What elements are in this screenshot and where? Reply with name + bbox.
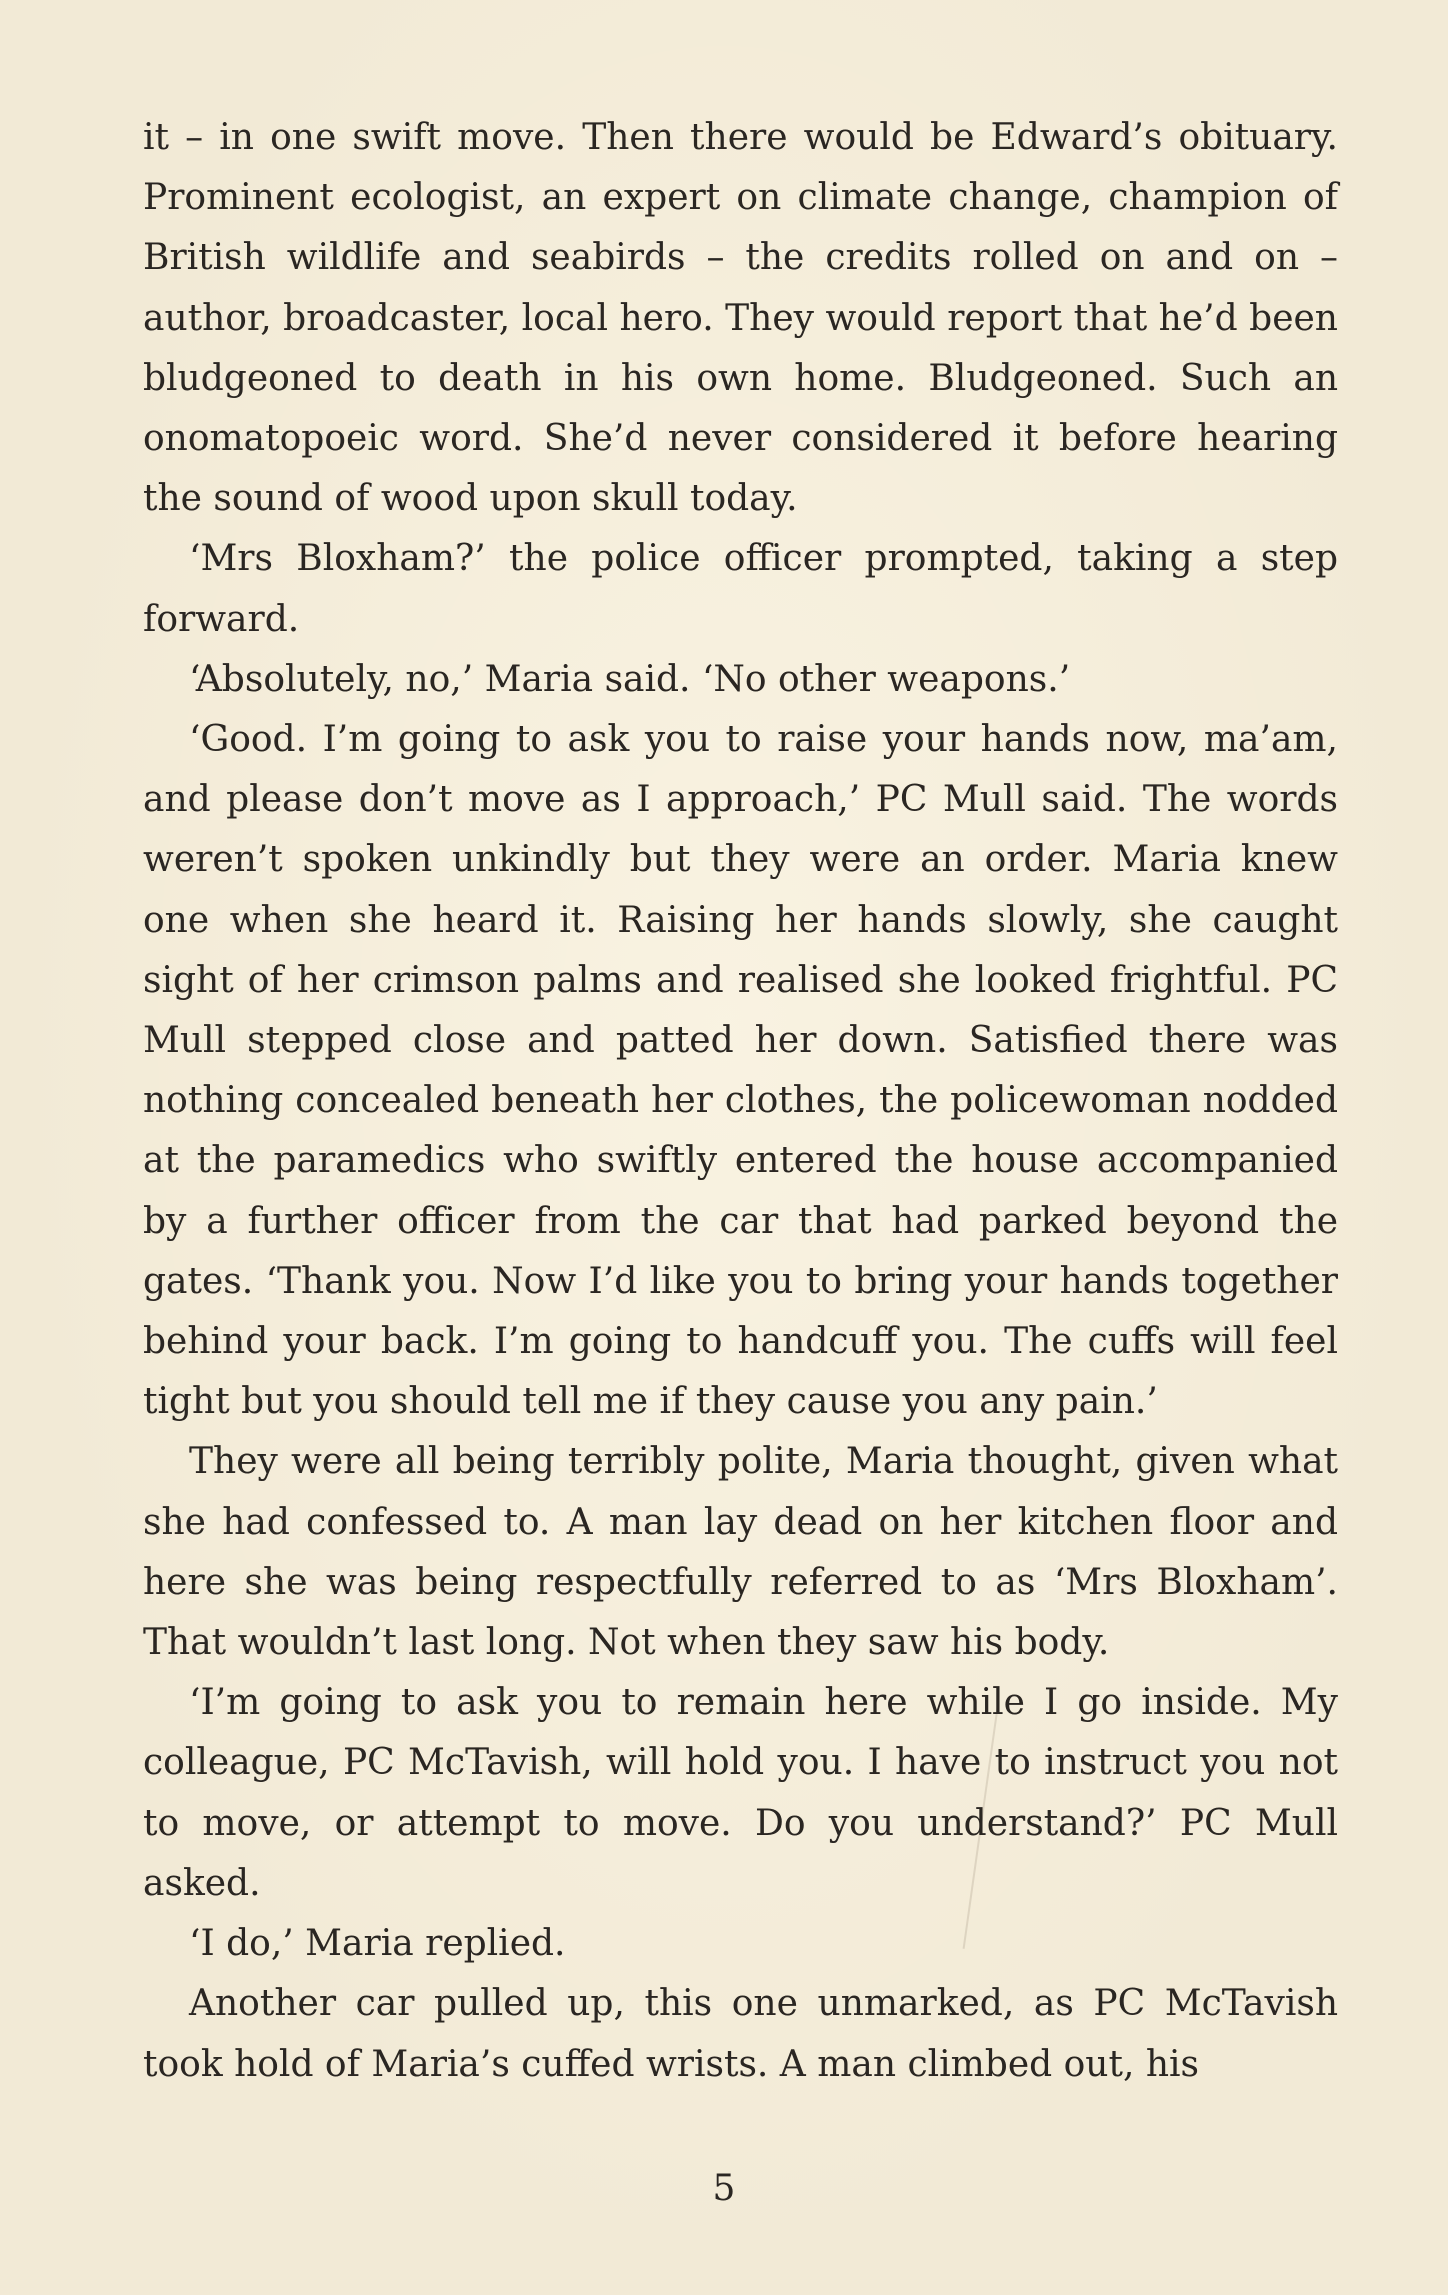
paragraph-7: ‘I do,’ Maria replied. bbox=[189, 1923, 566, 1965]
page-number: 5 bbox=[712, 2168, 736, 2209]
body-text bbox=[143, 108, 1338, 2095]
paragraph-2: ‘Mrs Bloxham?’ the police officer prompted, taking a step forward. bbox=[143, 538, 1338, 640]
paragraph-3: ‘Absolutely, no,’ Maria said. ‘No other weapons.’ bbox=[189, 658, 1071, 700]
paragraph-8: Another car pulled up, this one unmarked, as PC McTavish took hold of Maria’s cuffed wrists. A man climbed out, his bbox=[143, 1983, 1338, 2085]
paragraph-6: ‘I’m going to ask you to remain here while I go inside. My colleague, PC McTavish, will hold you. I have to instruct you not to move, or attempt to move. Do you understand?’ PC Mull asked. bbox=[143, 1682, 1338, 1904]
paragraph-5: They were all being terribly polite, Maria thought, given what she had confessed to. A man lay dead on her kitchen floor and here she was being respectfully referred to as ‘Mrs Bloxham’. That wouldn’t last long. Not when they saw his body. bbox=[143, 1441, 1338, 1664]
paragraph-1: it – in one swift move. Then there would be Edward’s obituary. Prominent ecologist, an expert on climate change, champion of British wildlife and seabirds – the credits rolled on and on – author, broadcaster, local hero. They would report that he’d been bludgeoned to death in his own home. Bludgeoned. Such an onomatopoeic word. She’d never considered it before hearing the sound of wood upon skull today. bbox=[143, 117, 1338, 520]
paragraph-4: ‘Good. I’m going to ask you to raise your hands now, ma’am, and please don’t move as I approach,’ PC Mull said. The words weren’t spoken unkindly but they were an order. Maria knew one when she heard it. Raising her hands slowly, she caught sight of her crimson palms and realised she looked frightful. PC Mull stepped close and patted her down. Satisfied there was nothing concealed beneath her clothes, the policewoman nodded at the paramedics who swiftly entered the house accompanied by a further officer from the car that had parked beyond the gates. ‘Thank you. Now I’d like you to bring your hands together behind your back. I’m going to handcuff you. The cuffs will feel tight but you should tell me if they cause you any pain.’ bbox=[143, 719, 1338, 1423]
